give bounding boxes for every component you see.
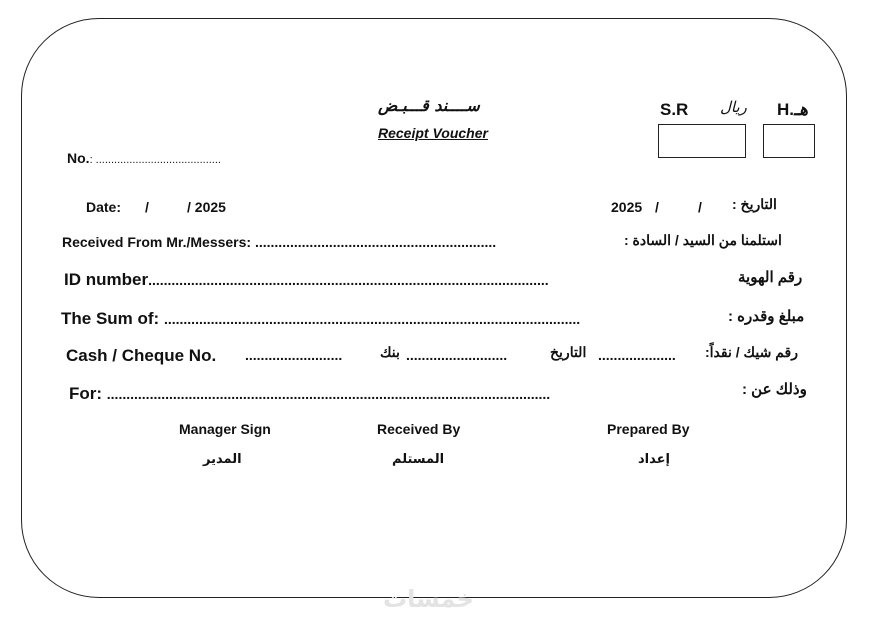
watermark-logo: خمسات (383, 585, 474, 613)
number-dots: : ......................................... (89, 154, 221, 166)
date-year-ar: 2025 (611, 199, 643, 215)
date-year-en: / 2025 (187, 199, 226, 215)
date-slash-ar-2: / (698, 199, 702, 215)
date-label-ar: التاريخ : (732, 196, 777, 212)
prepared-by-label-ar: إعداد (638, 452, 670, 467)
bank-label-ar: بنك (380, 344, 400, 360)
currency-sr: S.R (660, 100, 689, 119)
cash-cheque-label: Cash / Cheque No. (66, 346, 217, 365)
currency-h: H.هـ (777, 100, 808, 120)
date-label-en: Date: (86, 199, 122, 215)
received-by-label-ar: المستلم (392, 452, 445, 467)
halala-amount-box[interactable] (763, 124, 815, 158)
bank-dots: .......................... (406, 347, 508, 363)
date-slash-ar-1: / (655, 199, 659, 215)
for-label-ar: وذلك عن : (742, 381, 807, 398)
riyal-amount-box[interactable] (658, 124, 746, 158)
prepared-by-label: Prepared By (607, 421, 690, 437)
currency-riyal-ar: ريال (720, 98, 747, 116)
voucher-number (67, 150, 221, 166)
number-label: No. (67, 150, 90, 166)
cash-cheque-dots: ......................... (245, 347, 343, 363)
received-by-label: Received By (377, 421, 461, 437)
sum-label-ar: مبلغ وقدره : (728, 308, 805, 325)
manager-sign-label-ar: المدير (203, 452, 242, 467)
id-number-field: ID number....................................................................................................... (64, 270, 549, 289)
date-slash-1: / (145, 199, 149, 215)
cheque-number-label-ar: رقم شيك / نقداً: (705, 344, 798, 360)
title-english: Receipt Voucher (378, 125, 488, 141)
cheque-date-dots: .................... (598, 347, 676, 363)
received-from-field: Received From Mr./Messers: .............................................................. (62, 234, 497, 250)
id-number-label-ar: رقم الهوية (738, 269, 803, 286)
sum-field: The Sum of: ........................................................................................................... (61, 309, 581, 328)
received-from-label-ar: استلمنا من السيد / السادة : (624, 232, 782, 248)
for-field: For: .................................................................................................................. (69, 384, 551, 403)
cheque-date-label-ar: التاريخ (550, 344, 587, 360)
title-arabic: ســــند قـــبـض (378, 96, 480, 115)
manager-sign-label: Manager Sign (179, 421, 271, 437)
